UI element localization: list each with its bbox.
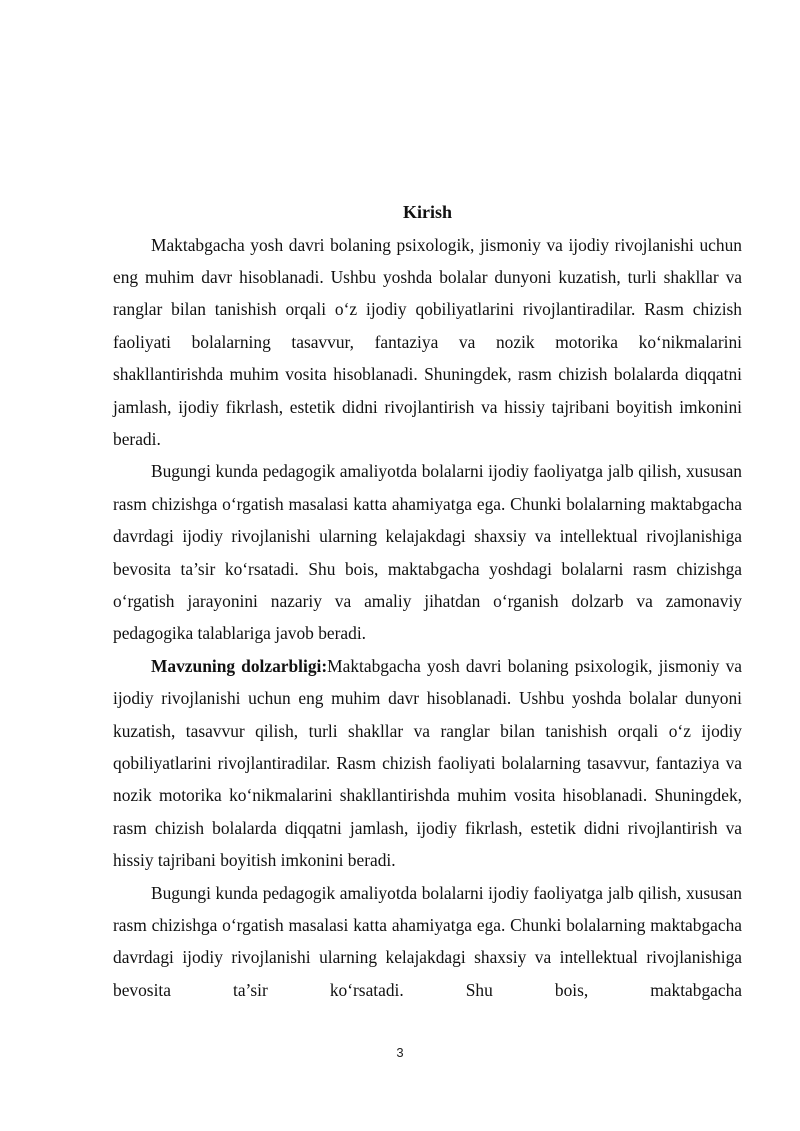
paragraph-intro (113, 229, 742, 456)
page-number: 3 (396, 1045, 404, 1060)
paragraph-text: Bugungi kunda pedagogik amaliyotda bolalarni ijodiy faoliyatga jalb qilish, xususan rasm chizishga o‘rgatish masalasi katta ahamiyatga ega. Chunki bolalarning maktabgacha davrdagi ijodiy rivojlanishi ularning kelajakdagi shaxsiy va intellektual rivojlanishiga bevosita ta’sir ko‘rsatadi. Shu bois, maktabgacha (113, 882, 742, 1000)
document-page (113, 196, 742, 1006)
paragraph-text: Maktabgacha yosh davri bolaning psixologik, jismoniy va ijodiy rivojlanishi uchun eng muhim davr hisoblanadi. Ushbu yoshda bolalar dunyoni kuzatish, turli shakllar va ranglar bilan tanishish orqali o‘z ijodiy qobiliyatlarini rivojlantiradilar. Rasm chizish faoliyati bolalarning tasavvur, fantaziya va nozik motorika ko‘nikmalarini shakllantirishda muhim vosita hisoblanadi. Shuningdek, rasm chizish bolalarda diqqatni jamlash, ijodiy fikrlash, estetik didni rivojlantirish va hissiy tajribani boyitish imkonini beradi. (113, 234, 742, 449)
section-title: Kirish (402, 202, 452, 222)
paragraph-pedagogy (113, 455, 742, 649)
paragraph-text: Bugungi kunda pedagogik amaliyotda bolalarni ijodiy faoliyatga jalb qilish, xususan rasm chizishga o‘rgatish masalasi katta ahamiyatga ega. Chunki bolalarning maktabgacha davrdagi ijodiy rivojlanishi ularning kelajakdagi shaxsiy va intellektual rivojlanishiga bevosita ta’sir ko‘rsatadi. Shu bois, maktabgacha yoshdagi bolalarni rasm chizishga o‘rgatish jarayonini nazariy va amaliy jihatdan o‘rganish dolzarb va zamonaviy pedagogika talablariga javob beradi. (113, 461, 742, 644)
paragraph-text: Maktabgacha yosh davri bolaning psixologik, jismoniy va ijodiy rivojlanishi uchun eng muhim davr hisoblanadi. Ushbu yoshda bolalar dunyoni kuzatish, tasavvur qilish, turli shakllar va ranglar bilan tanishish orqali o‘z ijodiy qobiliyatlarini rivojlantiradilar. Rasm chizish faoliyati bolalarning tasavvur, fantaziya va nozik motorika ko‘nikmalarini shakllantirishda muhim vosita hisoblanadi. Shuningdek, rasm chizish bolalarda diqqatni jamlash, ijodiy fikrlash, estetik didni rivojlantirish va hissiy tajribani boyitish imkonini beradi. (113, 655, 742, 871)
paragraph-pedagogy-repeat (113, 877, 742, 1007)
paragraph-relevance (113, 650, 742, 877)
relevance-heading: Mavzuning dolzarbligi: (151, 655, 328, 676)
